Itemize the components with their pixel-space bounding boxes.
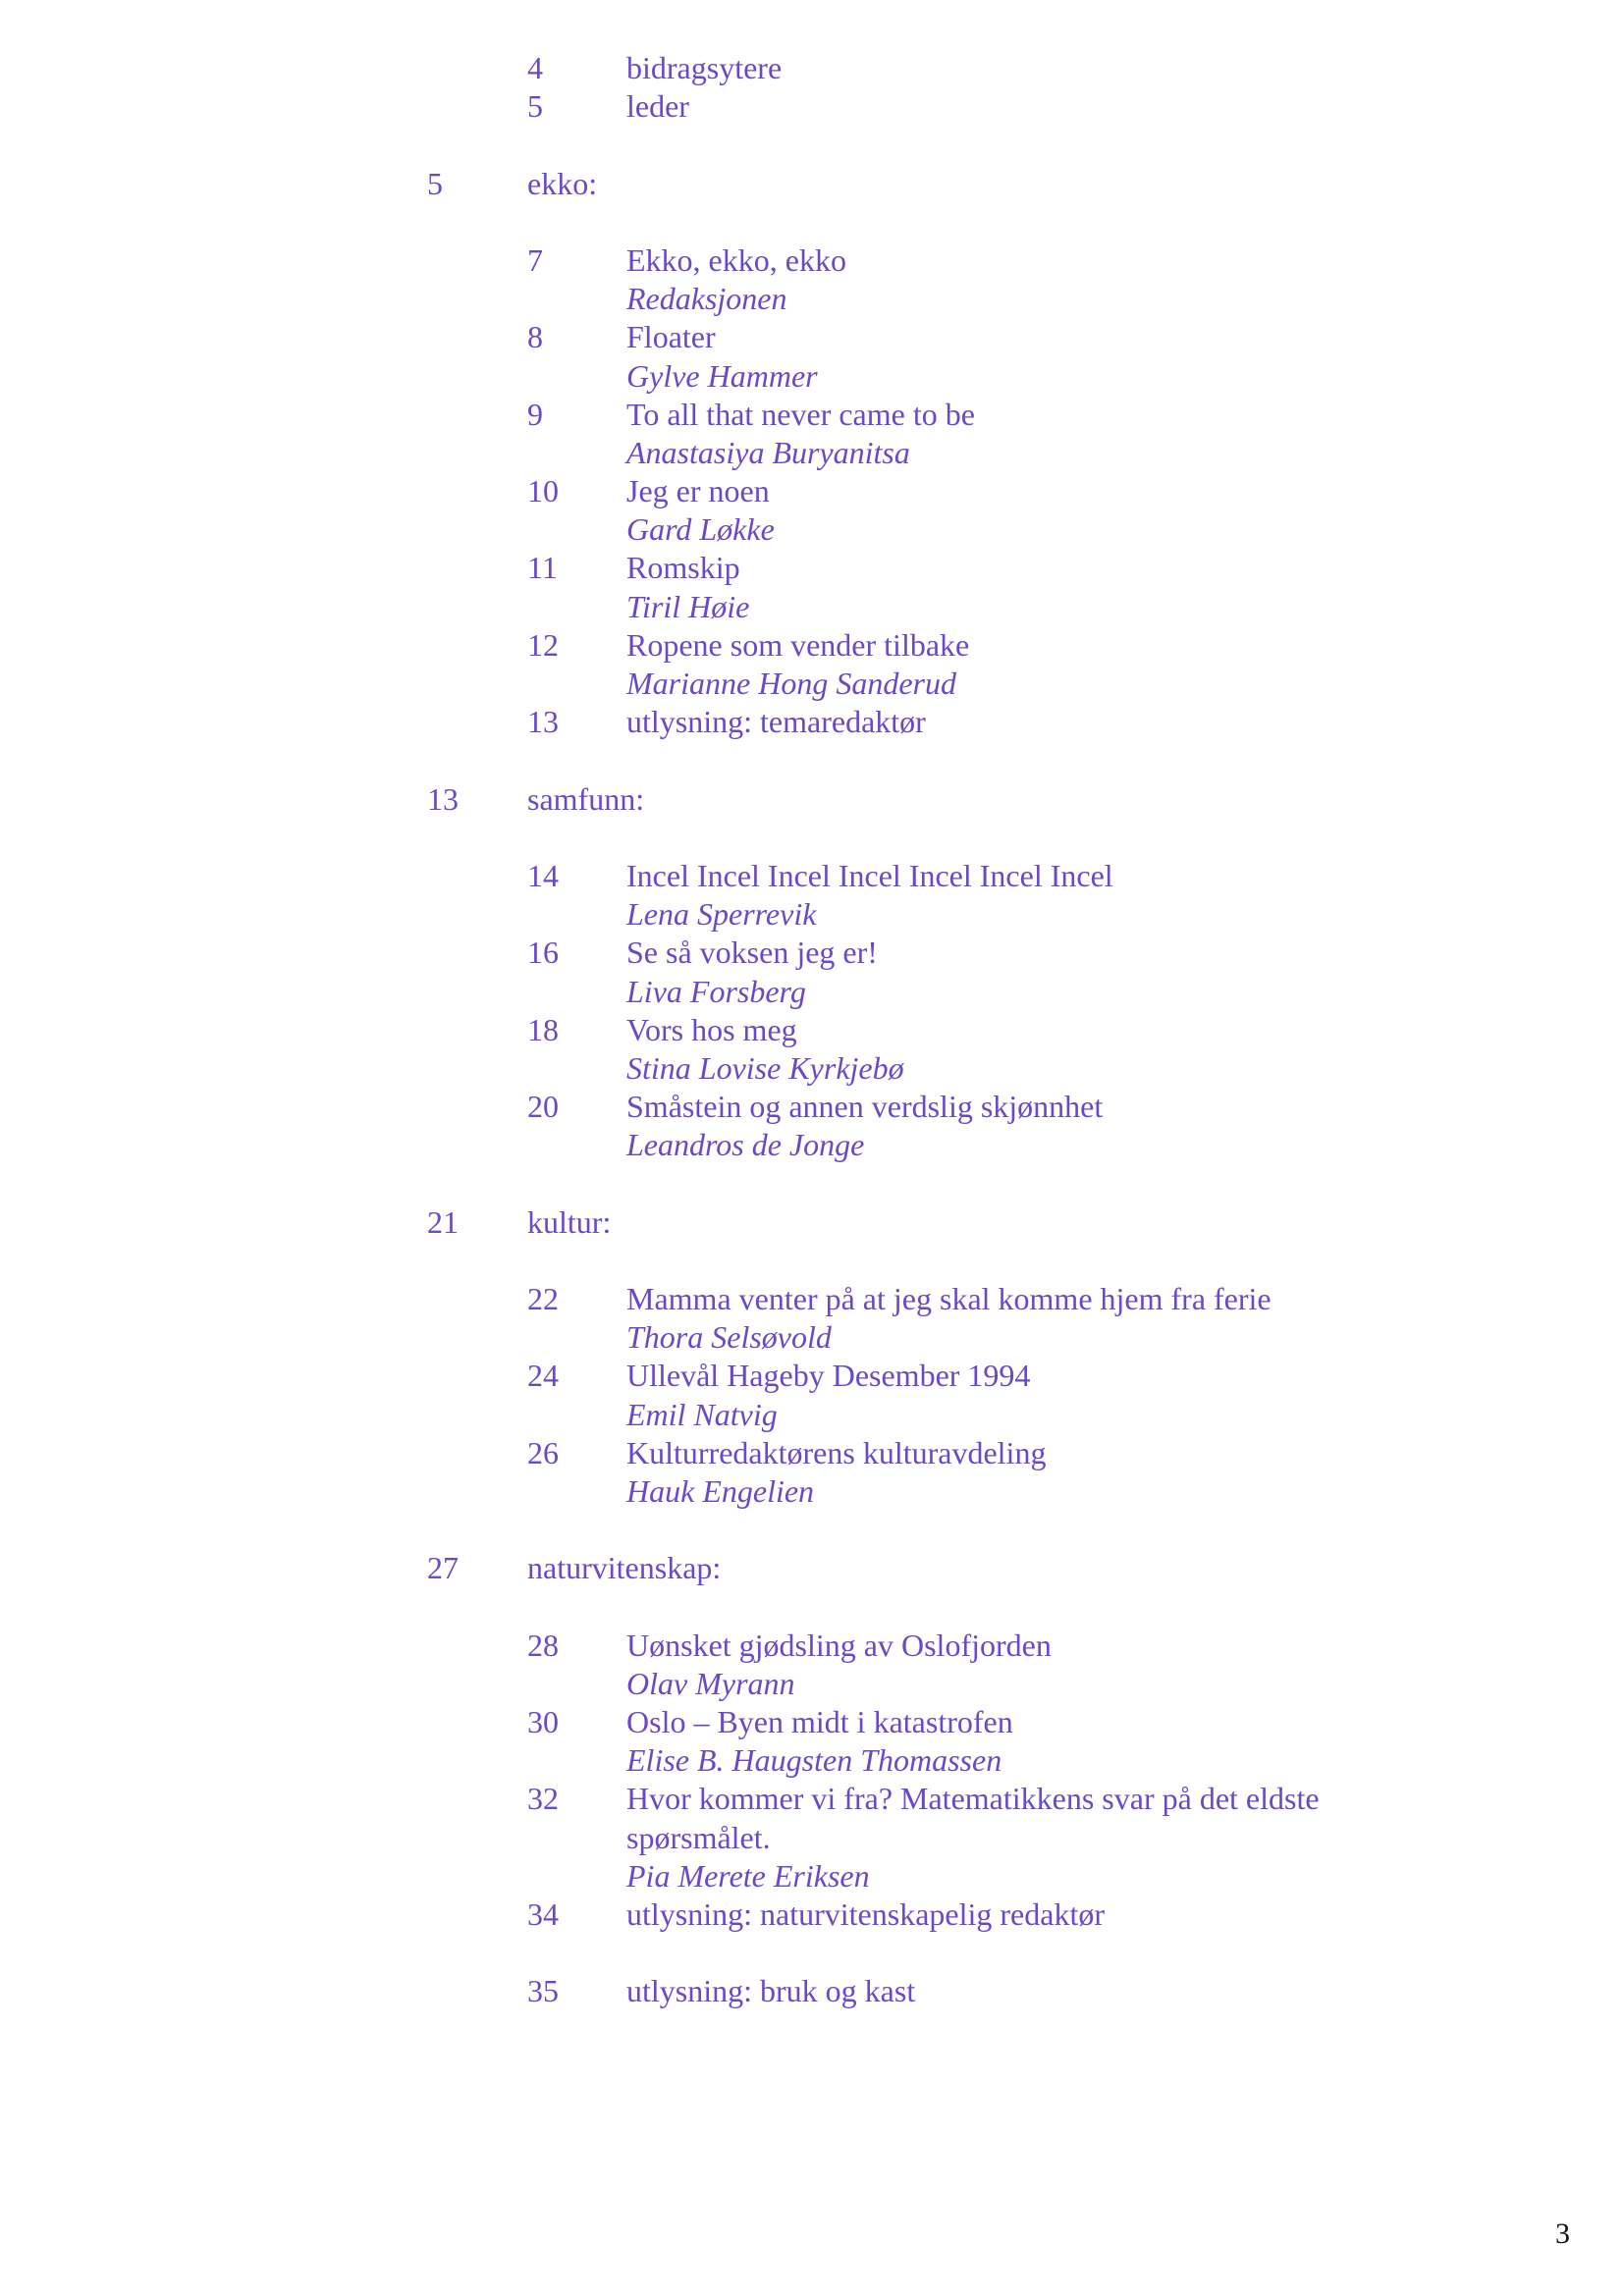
section-heading-samfunn[interactable] — [0, 780, 1624, 819]
toc-entry[interactable] — [0, 318, 1624, 356]
entry-page-number: 16 — [527, 934, 559, 971]
entry-page-number: 22 — [527, 1281, 559, 1316]
entry-title: Småstein og annen verdslig skjønnhet — [626, 1089, 1104, 1125]
entry-author: Emil Natvig — [626, 1396, 778, 1432]
entry-author: Anastasiya Buryanitsa — [626, 434, 910, 470]
section-title: kultur: — [527, 1203, 612, 1240]
entry-page-number: 13 — [527, 704, 559, 740]
entry-author-line — [0, 1857, 1624, 1896]
entry-page-number: 24 — [527, 1358, 559, 1394]
section-page-number: 27 — [427, 1550, 459, 1586]
section-title: naturvitenskap: — [527, 1550, 722, 1586]
toc-entry[interactable] — [0, 1280, 1624, 1318]
entry-title: utlysning: temaredaktør — [626, 704, 926, 740]
entry-author-line — [0, 1665, 1624, 1703]
entry-author: Pia Merete Eriksen — [626, 1857, 870, 1894]
entry-author: Thora Selsøvold — [626, 1319, 832, 1356]
toc-entry[interactable] — [0, 1011, 1624, 1049]
entry-author-line — [0, 1126, 1624, 1164]
entry-author-line — [0, 280, 1624, 318]
toc-entry[interactable] — [0, 49, 1624, 87]
section-title: ekko: — [527, 165, 598, 201]
entry-author-line — [0, 895, 1624, 934]
entry-page-number: 4 — [527, 50, 543, 85]
toc-entry[interactable] — [0, 1627, 1624, 1665]
entry-title: Incel Incel Incel Incel Incel Incel Incel — [626, 857, 1113, 893]
toc-entry[interactable] — [0, 1088, 1624, 1126]
entry-author: Marianne Hong Sanderud — [626, 666, 956, 701]
toc-entry[interactable] — [0, 934, 1624, 972]
entry-author: Redaksjonen — [626, 281, 787, 317]
entry-author: Lena Sperrevik — [626, 896, 817, 933]
entry-page-number: 34 — [527, 1896, 559, 1932]
entry-title: Ropene som vender tilbake — [626, 626, 970, 663]
entry-author-line — [0, 973, 1624, 1011]
toc-entry[interactable] — [0, 857, 1624, 895]
entry-author: Stina Lovise Kyrkjebø — [626, 1049, 904, 1086]
toc-entry[interactable] — [0, 1703, 1624, 1741]
section-heading-kultur[interactable] — [0, 1203, 1624, 1242]
section-page-number: 5 — [427, 165, 443, 201]
entry-page-number: 28 — [527, 1627, 559, 1663]
entry-page-number: 12 — [527, 626, 559, 663]
entry-title-cont: spørsmålet. — [626, 1819, 771, 1855]
entry-author-line — [0, 357, 1624, 396]
entry-title: To all that never came to be — [626, 396, 975, 432]
entry-author-line — [0, 1741, 1624, 1780]
entry-title: Jeg er noen — [626, 473, 770, 509]
entry-page-number: 5 — [527, 88, 543, 125]
entry-author-line — [0, 665, 1624, 703]
entry-title: Se så voksen jeg er! — [626, 934, 878, 971]
entry-author: Tiril Høie — [626, 588, 750, 624]
entry-page-number: 7 — [527, 241, 543, 278]
entry-page-number: 18 — [527, 1011, 559, 1047]
entry-title: Ekko, ekko, ekko — [626, 241, 846, 278]
entry-author-line — [0, 510, 1624, 549]
section-heading-naturvitenskap[interactable] — [0, 1549, 1624, 1587]
toc-entry[interactable] — [0, 626, 1624, 665]
entry-page-number: 9 — [527, 396, 543, 432]
toc-entry[interactable] — [0, 549, 1624, 587]
entry-author-line — [0, 588, 1624, 626]
entry-title: Oslo – Byen midt i katastrofen — [626, 1704, 1013, 1740]
entry-page-number: 14 — [527, 857, 559, 893]
entry-author: Hauk Engelien — [626, 1472, 815, 1509]
entry-author: Liva Forsberg — [626, 973, 806, 1009]
section-heading-ekko[interactable] — [0, 165, 1624, 203]
entry-title: leder — [626, 88, 689, 125]
entry-page-number: 10 — [527, 473, 559, 509]
entry-title: Kulturredaktørens kulturavdeling — [626, 1434, 1047, 1470]
entry-title: bidragsytere — [626, 50, 783, 85]
entry-page-number: 20 — [527, 1089, 559, 1125]
toc-entry[interactable] — [0, 396, 1624, 434]
entry-page-number: 8 — [527, 319, 543, 355]
entry-author-line — [0, 1396, 1624, 1434]
entry-author-line — [0, 434, 1624, 472]
entry-title: utlysning: naturvitenskapelig redaktør — [626, 1896, 1105, 1932]
entry-title: Uønsket gjødsling av Oslofjorden — [626, 1627, 1052, 1663]
entry-author: Gard Løkke — [626, 511, 775, 548]
entry-title-continuation — [0, 1819, 1624, 1857]
toc-entry[interactable] — [0, 1972, 1624, 2010]
toc-entry[interactable] — [0, 1896, 1624, 1934]
section-page-number: 21 — [427, 1203, 459, 1240]
section-page-number: 13 — [427, 780, 459, 817]
entry-author: Leandros de Jonge — [626, 1127, 865, 1163]
entry-title: Vors hos meg — [626, 1011, 797, 1047]
entry-page-number: 11 — [527, 550, 558, 586]
entry-author-line — [0, 1472, 1624, 1511]
toc-entry[interactable] — [0, 1357, 1624, 1395]
entry-author-line — [0, 1318, 1624, 1357]
entry-title: Hvor kommer vi fra? Matematikkens svar på det eldste — [626, 1781, 1320, 1817]
entry-title: utlysning: bruk og kast — [626, 1973, 916, 2009]
toc-entry[interactable] — [0, 472, 1624, 510]
toc-entry[interactable] — [0, 1434, 1624, 1472]
toc-entry[interactable] — [0, 1780, 1624, 1818]
toc-entry[interactable] — [0, 87, 1624, 126]
table-of-contents — [0, 49, 1624, 2011]
entry-title: Mamma venter på at jeg skal komme hjem fra ferie — [626, 1281, 1272, 1316]
toc-entry[interactable] — [0, 703, 1624, 741]
entry-title: Floater — [626, 319, 716, 355]
entry-author: Gylve Hammer — [626, 357, 818, 394]
page-number: 3 — [1555, 2217, 1570, 2250]
entry-page-number: 30 — [527, 1704, 559, 1740]
entry-author: Elise B. Haugsten Thomassen — [626, 1742, 1002, 1779]
toc-entry[interactable] — [0, 241, 1624, 280]
entry-title: Romskip — [626, 550, 740, 586]
entry-page-number: 32 — [527, 1781, 559, 1817]
entry-author: Olav Myrann — [626, 1665, 795, 1701]
entry-title: Ullevål Hageby Desember 1994 — [626, 1358, 1031, 1394]
section-title: samfunn: — [527, 780, 645, 817]
entry-author-line — [0, 1049, 1624, 1088]
entry-page-number: 35 — [527, 1973, 559, 2009]
entry-page-number: 26 — [527, 1434, 559, 1470]
